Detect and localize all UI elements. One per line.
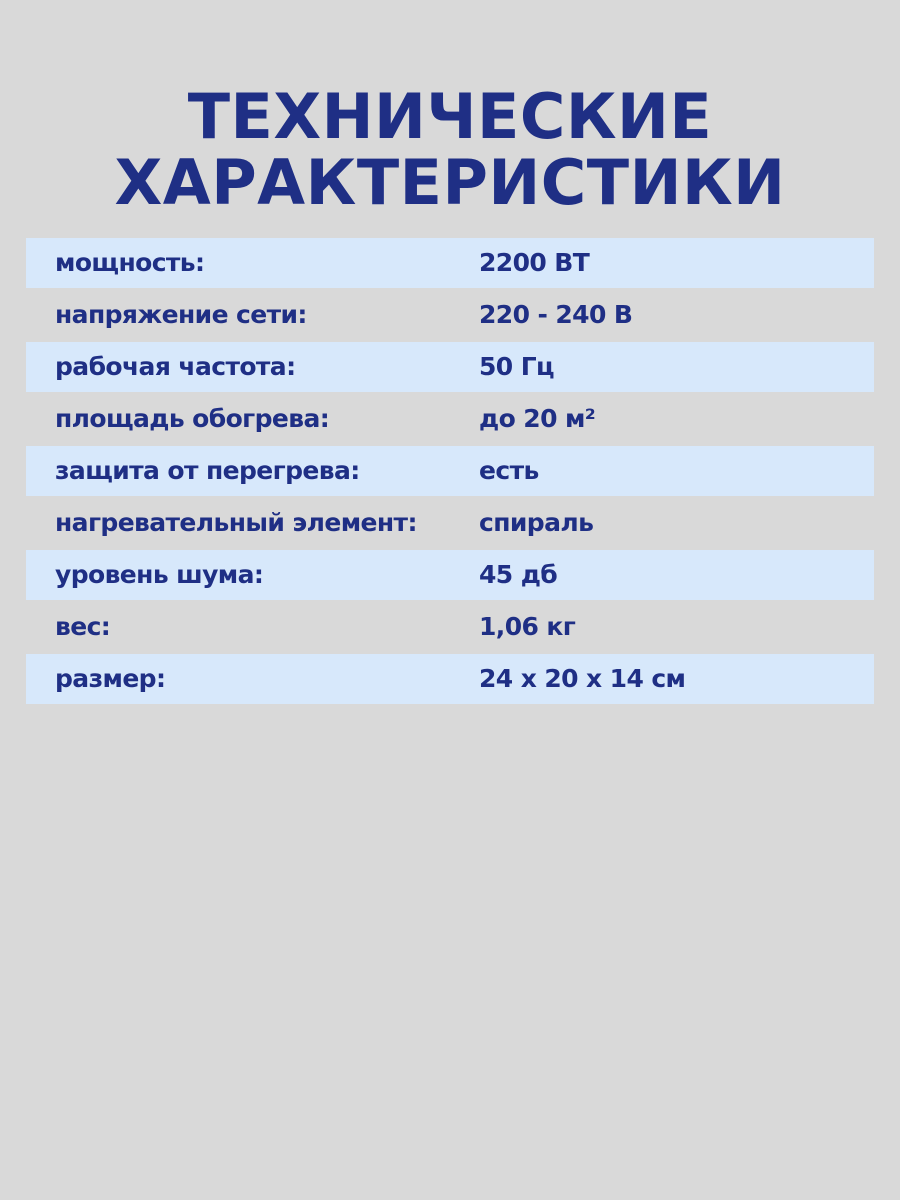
spec-row-power [26, 238, 874, 288]
spec-value: 220 - 240 В [479, 300, 633, 329]
spec-row-noise-level [26, 550, 874, 600]
spec-value: 1,06 кг [479, 612, 576, 641]
specs-table [26, 238, 874, 706]
spec-value: 24 х 20 х 14 см [479, 664, 686, 693]
spec-label: мощность: [55, 248, 205, 277]
spec-value: есть [479, 456, 539, 485]
spec-value: до 20 м² [479, 404, 596, 433]
title-line-1: ТЕХНИЧЕСКИЕ [187, 79, 713, 153]
spec-row-voltage [26, 290, 874, 340]
spec-row-heating-area [26, 394, 874, 444]
spec-label: площадь обогрева: [55, 404, 330, 433]
spec-label: рабочая частота: [55, 352, 296, 381]
spec-label: уровень шума: [55, 560, 264, 589]
spec-value: спираль [479, 508, 594, 537]
title-line-2: ХАРАКТЕРИСТИКИ [114, 145, 786, 219]
spec-label: нагревательный элемент: [55, 508, 417, 537]
spec-label: размер: [55, 664, 166, 693]
spec-row-frequency [26, 342, 874, 392]
page-title [0, 79, 900, 219]
spec-label: защита от перегрева: [55, 456, 360, 485]
spec-value: 45 дб [479, 560, 558, 589]
spec-value: 2200 ВТ [479, 248, 590, 277]
spec-row-overheat-protection [26, 446, 874, 496]
spec-row-weight [26, 602, 874, 652]
spec-row-size [26, 654, 874, 704]
spec-label: вес: [55, 612, 111, 641]
spec-row-heating-element [26, 498, 874, 548]
spec-label: напряжение сети: [55, 300, 307, 329]
spec-value: 50 Гц [479, 352, 554, 381]
